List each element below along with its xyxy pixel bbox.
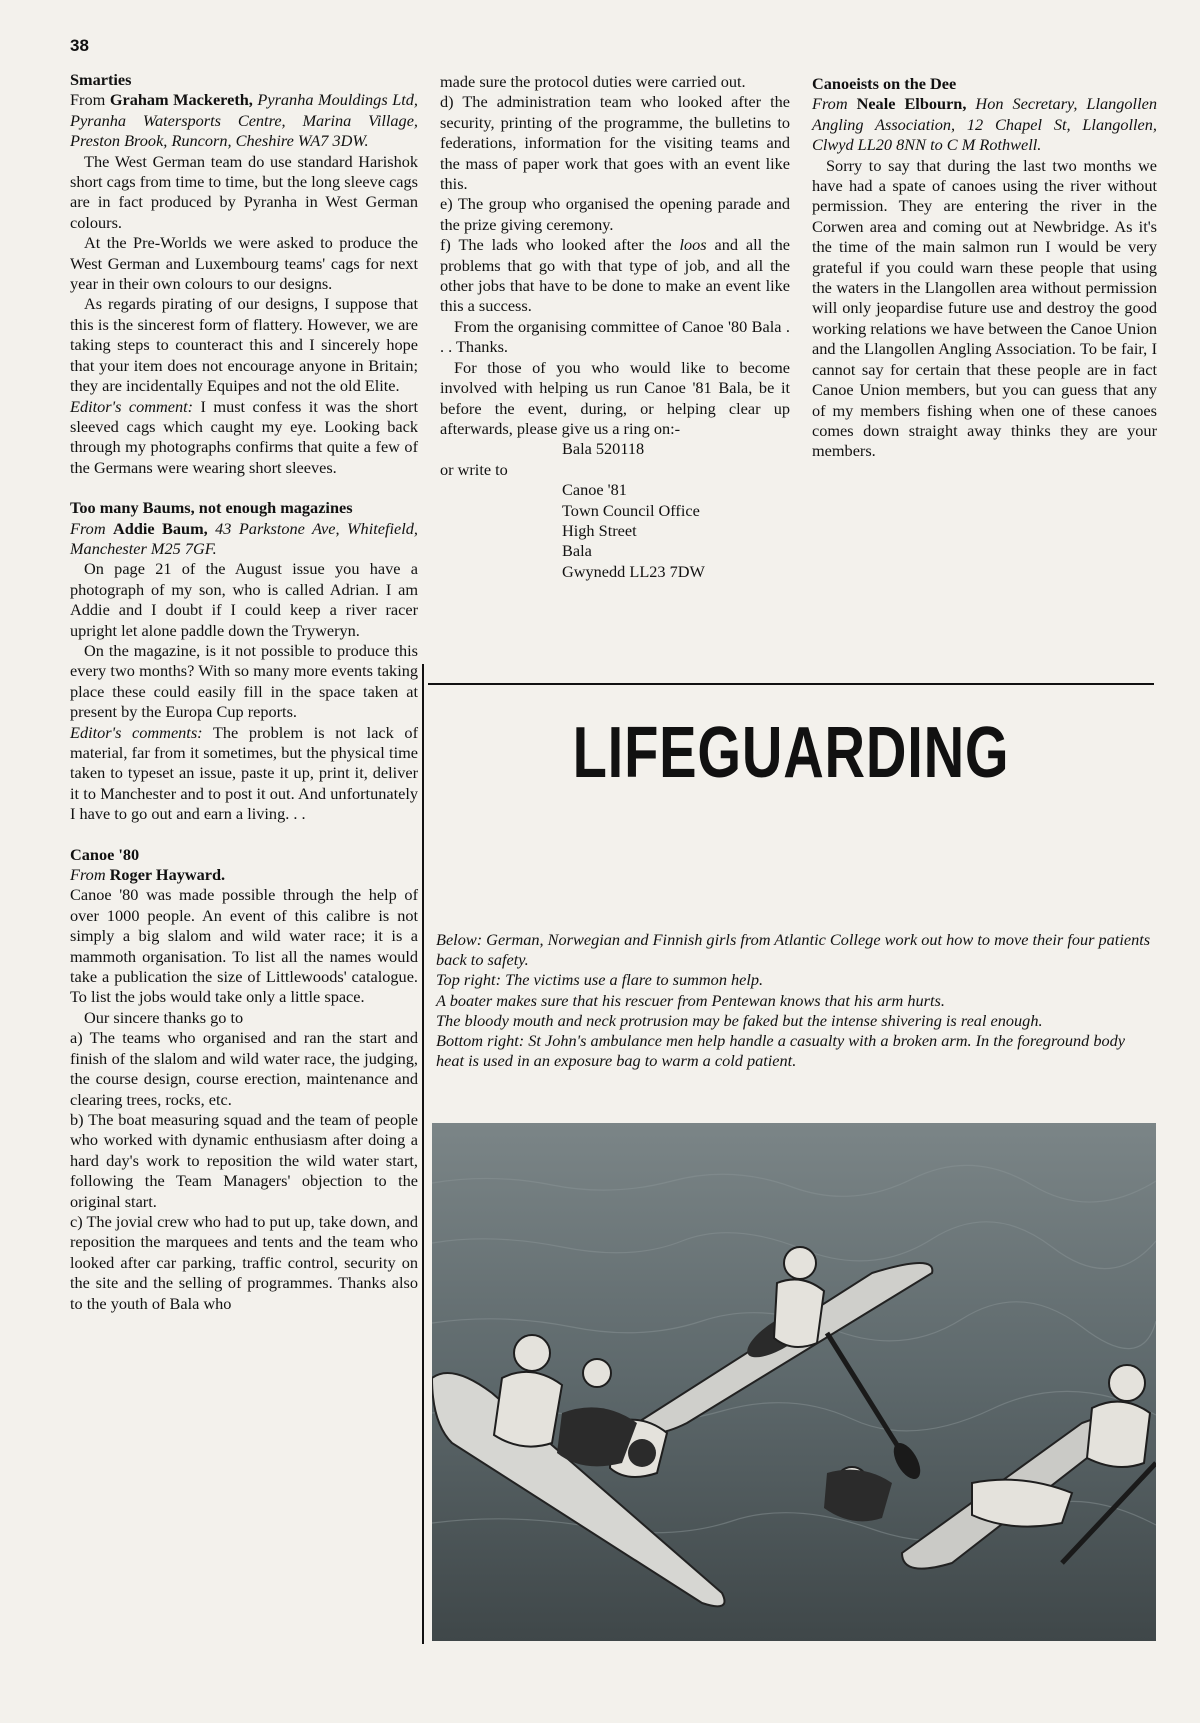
paragraph: made sure the protocol duties were carried out. — [440, 72, 746, 91]
section-title: LIFEGUARDING — [572, 713, 1010, 793]
letter-from-dee: From Neale Elbourn, Hon Secretary, Llangollen Angling Association, 12 Chapel St, Llangollen, Clwyd LL20 8NN to C M Rothwell. — [812, 94, 1157, 155]
list-item: e) The group who organised the opening parade and the prize giving ceremony. — [440, 194, 790, 234]
list-item: f) The lads who looked after the loos and all the problems that go with that type of job, and all the other jobs that have to be done to make an event like this a success. — [440, 235, 790, 316]
caption-line: Bottom right: St John's ambulance men help handle a casualty with a broken arm. In the foreground body heat is used in an exposure bag to warm a cold patient. — [436, 1031, 1126, 1071]
or-write-to: or write to — [440, 459, 508, 479]
paragraph: From the organising committee of Canoe '80 Bala . . . Thanks. — [440, 316, 790, 357]
column-middle — [440, 72, 790, 582]
letter-heading-canoe80: Canoe '80 — [70, 844, 140, 864]
list-item: d) The administration team who looked after the security, printing of the programme, the bulletins to federations, information for the visiting teams and the mass of paper work that goes with an event like this. — [440, 92, 790, 194]
editor-comment: Editor's comment: I must confess it was the short sleeved cags which caught my eye. Looking back through my photographs confirms that quite a few of the Germans were wearing short sleeves. — [70, 396, 418, 477]
caption-line: Below: German, Norwegian and Finnish girls from Atlantic College work out how to move their four patients back to safety. — [436, 930, 1151, 970]
list-item: a) The teams who organised and ran the start and finish of the slalom and wild water race, the judging, the course design, course erection, maintenance and clearing trees, rocks, etc. — [70, 1028, 418, 1109]
list-item: c) The jovial crew who had to put up, take down, and reposition the marquees and tents and the team who looked after car parking, traffic control, security on the site and the selling of programmes. Thanks also to the youth of Bala who — [70, 1211, 418, 1313]
paragraph: For those of you who would like to become involved with helping us run Canoe '81 Bala, be it before the event, during, or helping clear up afterwards, please give us a ring on:- — [440, 357, 790, 438]
paragraph: On the magazine, is it not possible to produce this every two months? With so many more events taking place these could easily fill in the space taken at present by the Europa Cup reports. — [70, 640, 418, 722]
letter-from-smarties: From Graham Mackereth, Pyranha Mouldings Ltd, Pyranha Watersports Centre, Marina Village, Preston Brook, Runcorn, Cheshire WA7 3DW. — [70, 90, 418, 151]
caption-line: The bloody mouth and neck protrusion may be faked but the intense shivering is real enough. — [436, 1010, 1043, 1030]
paragraph: On page 21 of the August issue you have a photograph of my son, who is called Adrian. I am Addie and I doubt if I could keep a river racer upright let alone paddle down the Tryweryn. — [70, 559, 418, 640]
paragraph: At the Pre-Worlds we were asked to produce the West German and Luxembourg teams' cags for next year in their own colours to our designs. — [70, 233, 418, 294]
paragraph: The West German team do use standard Harishok short cags from time to time, but the long sleeve cags are in fact produced by Pyranha in West German colours. — [70, 151, 418, 232]
caption-line: A boater makes sure that his rescuer from Pentewan knows that his arm hurts. — [436, 990, 945, 1010]
lifeguarding-photo — [432, 1123, 1156, 1641]
letter-heading-smarties: Smarties — [70, 70, 132, 89]
paragraph: As regards pirating of our designs, I suppose that this is the sincerest form of flattery. However, we are taking steps to counteract this and I sincerely hope that your item does not encourage anyone in Britain; they are incidentally Equipes and not the old Elite. — [70, 294, 418, 396]
section-divider — [428, 683, 1154, 685]
address-line: Town Council Office — [562, 500, 700, 520]
letter-from-canoe80: From Roger Hayward. — [70, 865, 226, 885]
list-item: b) The boat measuring squad and the team of people who worked with dynamic enthusiasm after doing a hard day's work to reposition the wild water start, following the Team Managers' objection to the original start. — [70, 1109, 418, 1211]
column-left — [70, 70, 418, 1314]
paragraph: Sorry to say that during the last two months we have had a spate of canoes using the river without permission. They are entering the river in the Corwen area and coming out at Newbridge. As it's the time of the main salmon run I would be very grateful if you could warn these people that using the waters in the Llangollen area without permission will only jeopardise future use and destroy the good working relations we have between the Canoe Union and the Llangollen Angling Association. To be fair, I cannot say for certain that these people are in fact Canoe Union members, but you can guess that any of my members fishing when one of these canoes comes down straight away thinks they are your members. — [812, 155, 1157, 461]
page-number: 38 — [70, 36, 89, 55]
address-line: High Street — [562, 520, 637, 540]
photo-caption — [436, 930, 1156, 1071]
address-line: Gwynedd LL23 7DW — [562, 561, 705, 581]
column-right — [812, 74, 1157, 462]
column-divider — [422, 664, 424, 1644]
paragraph: Our sincere thanks go to — [84, 1007, 244, 1027]
address-line: Bala — [562, 541, 592, 561]
letter-heading-dee: Canoeists on the Dee — [812, 74, 957, 93]
editor-comment: Editor's comments: The problem is not lack of material, far from it sometimes, but the physical time taken to typeset an issue, paste it up, print it, deliver it to Manchester and to post it out. And unfortunately I have to go out and earn a living. . . — [70, 722, 418, 824]
address-line: Canoe '81 — [562, 480, 627, 500]
paragraph: Canoe '80 was made possible through the help of over 1000 people. An event of this calibre is not simply a big slalom and wild water race; it is a mammoth organisation. To list all the names would take a publication the size of Littlewoods' catalogue. To list the jobs would take only a little space. — [70, 885, 418, 1007]
caption-line: Top right: The victims use a flare to summon help. — [436, 970, 764, 990]
phone-number: Bala 520118 — [562, 439, 645, 459]
letter-heading-baums: Too many Baums, not enough magazines — [70, 498, 353, 518]
letter-from-baums: From Addie Baum, 43 Parkstone Ave, Whitefield, Manchester M25 7GF. — [70, 518, 418, 558]
